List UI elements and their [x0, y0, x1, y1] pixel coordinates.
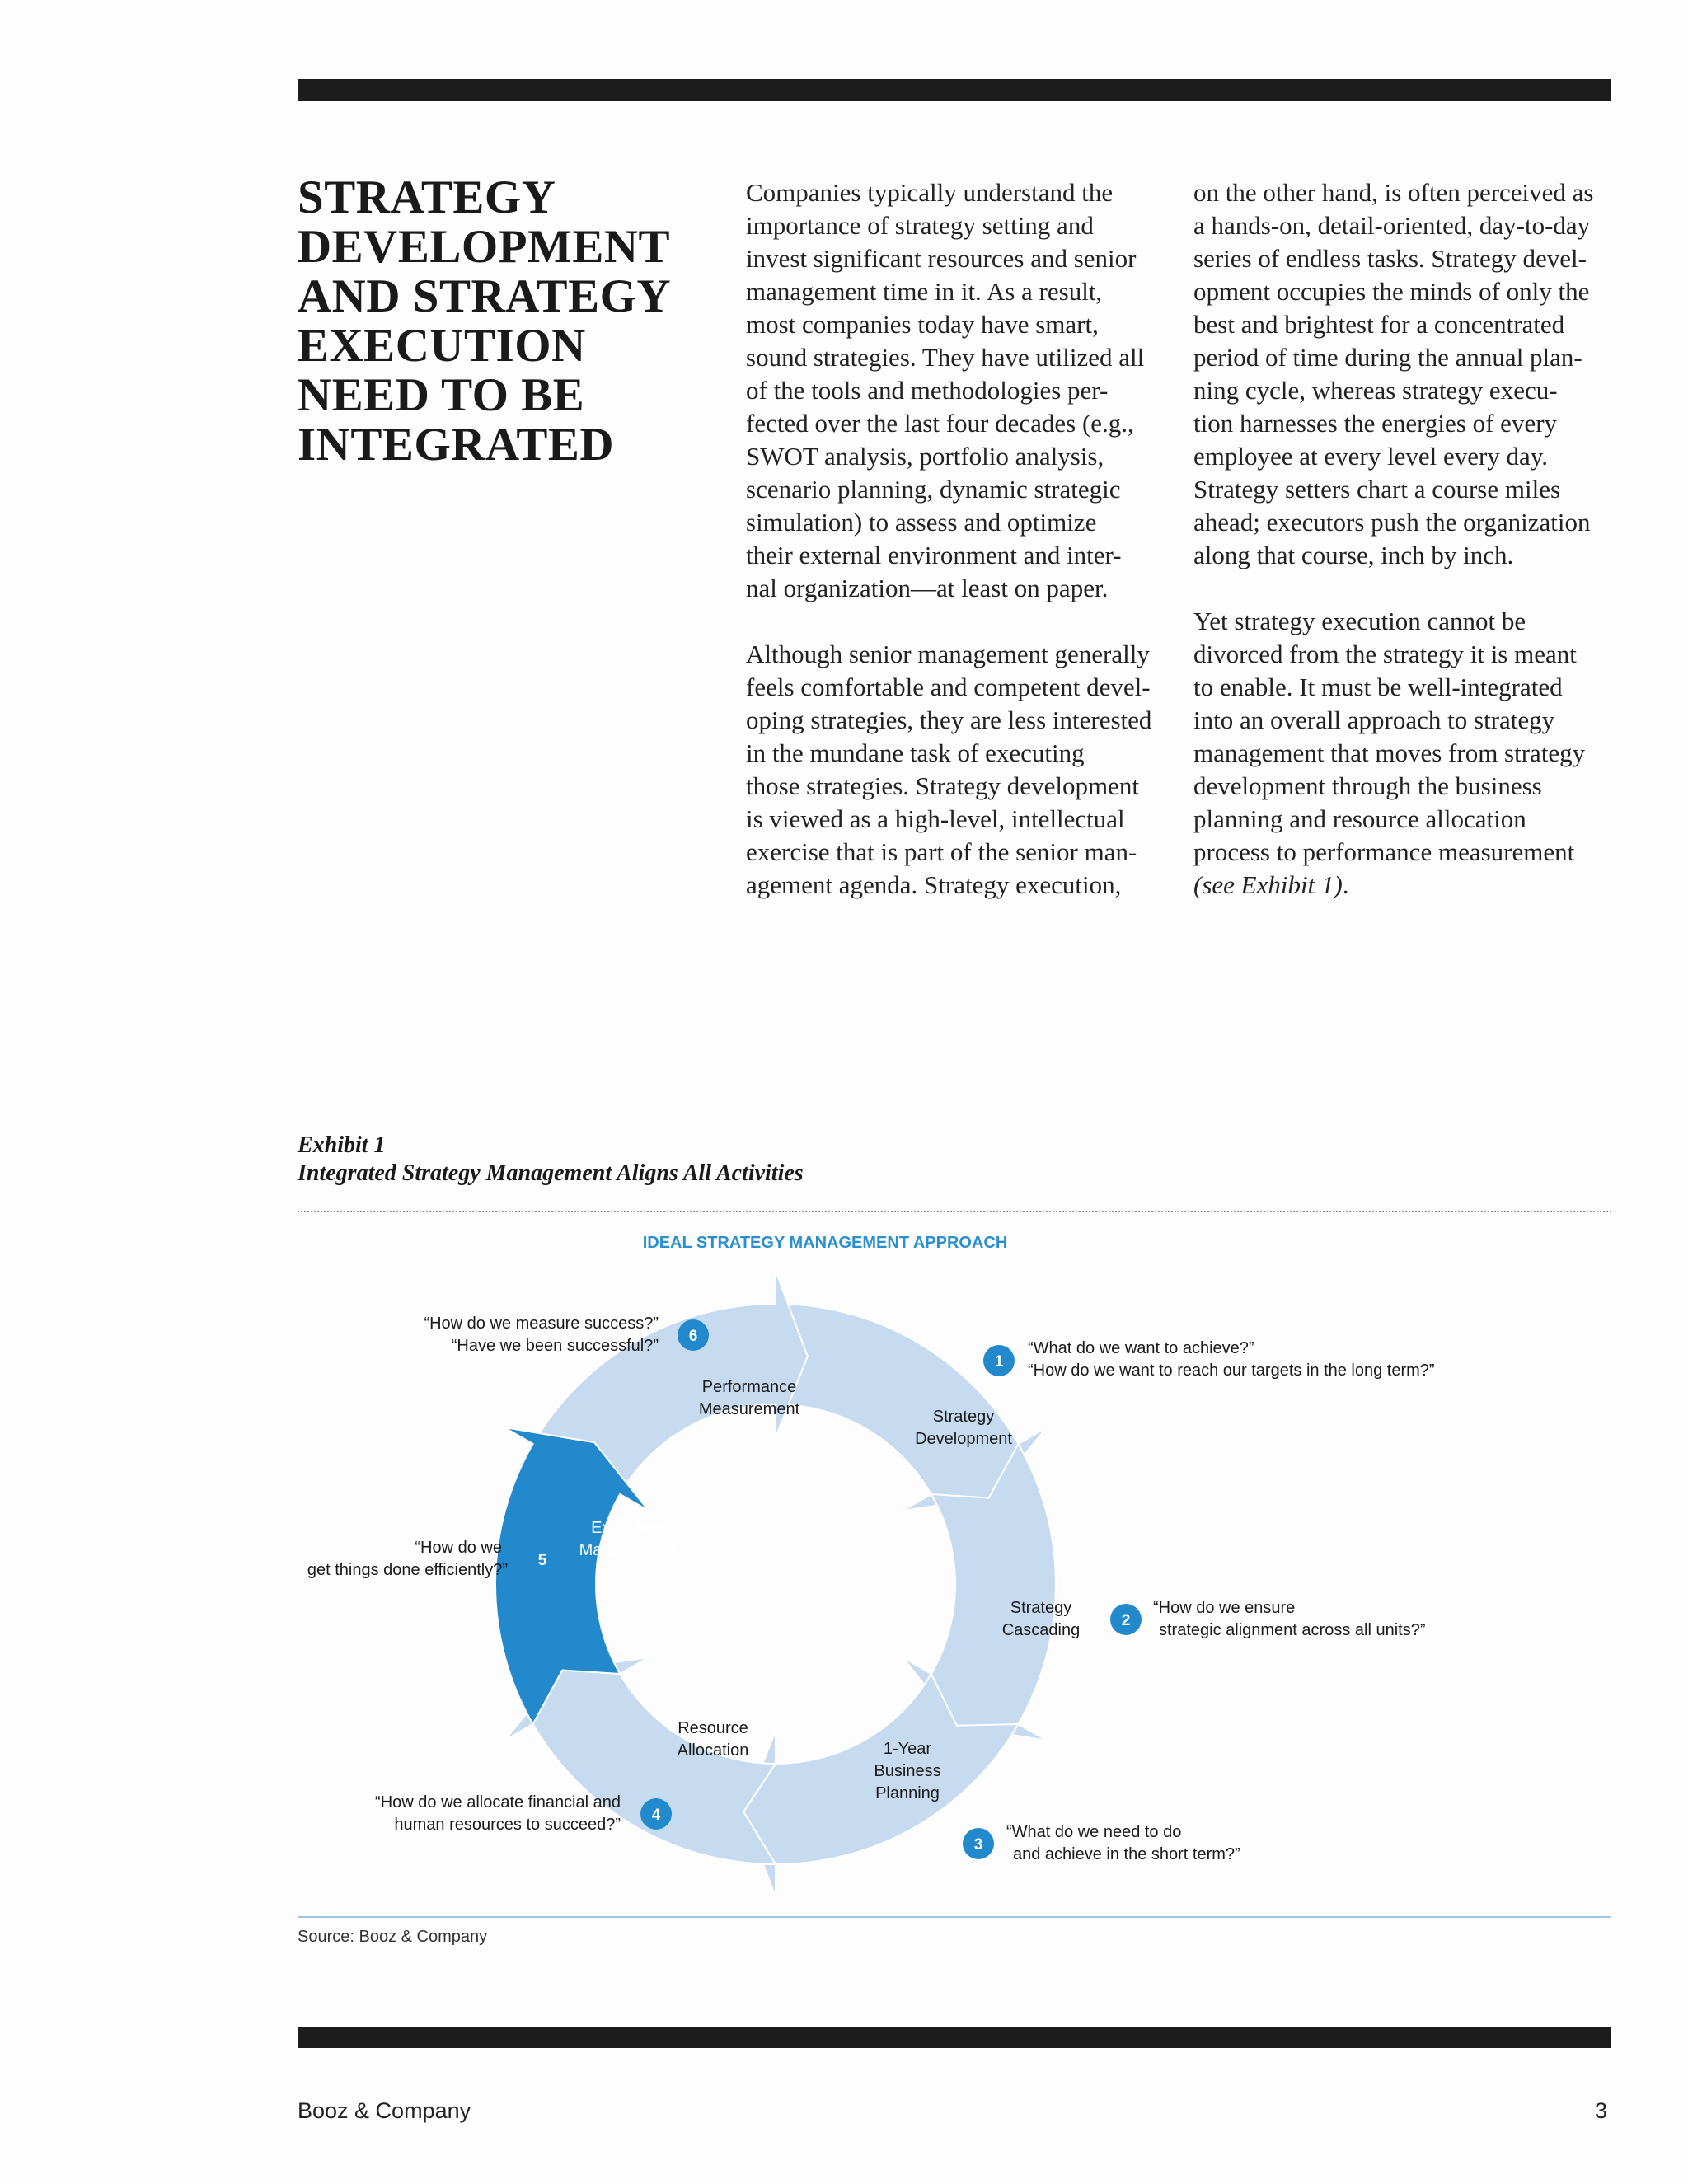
paragraph	[1193, 176, 1614, 572]
text-line: tion harnesses the energies of every	[1193, 409, 1558, 438]
dotted-divider	[298, 1211, 1611, 1212]
heading-line: INTEGRATED	[298, 419, 615, 471]
footer-company: Booz & Company	[298, 2098, 471, 2123]
segment-question: “How do we allocate financial and	[375, 1793, 621, 1811]
exhibit-reference: (see Exhibit 1)	[1193, 870, 1343, 899]
segment-label: Allocation	[677, 1741, 749, 1760]
body-column-1	[746, 176, 1166, 935]
text-line: employee at every level every day.	[1193, 442, 1549, 471]
text-line: scenario planning, dynamic strategic	[746, 475, 1121, 504]
text-line: Although senior management generally	[746, 640, 1150, 668]
heading-line: AND STRATEGY	[298, 270, 672, 322]
segment-question: “How do we want to reach our targets in the long term?”	[1028, 1361, 1435, 1380]
text-line: their external environment and inter-	[746, 541, 1122, 569]
bottom-rule	[298, 2027, 1611, 2048]
text-line: exercise that is part of the senior man-	[746, 837, 1137, 866]
segment-question: “Have we been successful?”	[451, 1337, 659, 1355]
step-number: 5	[537, 1552, 547, 1569]
segment-question: strategic alignment across all units?”	[1159, 1621, 1426, 1639]
segment-label: Execution	[591, 1519, 663, 1537]
page-number: 3	[1595, 2098, 1608, 2123]
segment-label: Strategy	[1010, 1599, 1072, 1617]
body-column-2	[1193, 176, 1614, 935]
segment-question: “What do we need to do	[1006, 1823, 1182, 1841]
text-line: ning cycle, whereas strategy execu-	[1193, 376, 1558, 405]
segment-label: Development	[915, 1430, 1012, 1448]
text-line: of the tools and methodologies per-	[746, 376, 1109, 405]
segment-label: Planning	[875, 1784, 940, 1802]
diagram-bottom-rule	[298, 1916, 1611, 1918]
segment-question: “What do we want to achieve?”	[1028, 1339, 1254, 1357]
segment-label: Business	[874, 1762, 941, 1780]
text-line: divorced from the strategy it is meant	[1193, 640, 1577, 668]
heading-line: DEVELOPMENT	[298, 221, 671, 273]
segment-label: Measurement	[698, 1400, 800, 1418]
segment-question: get things done efficiently?”	[307, 1561, 508, 1579]
text-line: sound strategies. They have utilized all	[746, 343, 1145, 372]
text-line: simulation) to assess and optimize	[746, 508, 1097, 537]
text-line: nal organization—at least on paper.	[746, 574, 1109, 602]
text-line: Strategy setters chart a course miles	[1193, 475, 1561, 504]
text-line: ahead; executors push the organization	[1193, 508, 1591, 537]
paragraph	[746, 638, 1166, 902]
source-note: Source: Booz & Company	[298, 1928, 488, 1946]
text-line: those strategies. Strategy development	[746, 771, 1139, 800]
paragraph	[746, 176, 1166, 605]
text-line: invest significant resources and senior	[746, 244, 1137, 273]
text-line: SWOT analysis, portfolio analysis,	[746, 442, 1104, 471]
text-line: oping strategies, they are less interested	[746, 705, 1152, 734]
text-line: fected over the last four decades (e.g.,	[746, 409, 1134, 438]
text-line: Yet strategy execution cannot be	[1193, 607, 1526, 635]
text-line: series of endless tasks. Strategy devel-	[1193, 244, 1587, 273]
text-line: most companies today have smart,	[746, 310, 1099, 339]
segment-label: Strategy	[932, 1408, 995, 1426]
step-number: 4	[651, 1807, 661, 1824]
text-line: planning and resource allocation	[1193, 804, 1526, 833]
text-line: importance of strategy setting and	[746, 211, 1094, 240]
text-line: a hands-on, detail-oriented, day-to-day	[1193, 211, 1591, 240]
text-line: development through the business	[1193, 771, 1542, 800]
strategy-cycle-diagram	[298, 1220, 1611, 1912]
text-line: process to performance measurement	[1193, 837, 1575, 866]
heading-line: STRATEGY	[298, 171, 556, 223]
segment-question: “How do we ensure	[1153, 1599, 1296, 1617]
text-line: is viewed as a high-level, intellectual	[746, 804, 1125, 833]
top-rule	[298, 79, 1611, 101]
segment-label: Performance	[701, 1378, 797, 1396]
segment-question: and achieve in the short term?”	[1013, 1845, 1240, 1863]
text-line: on the other hand, is often perceived as	[1193, 178, 1594, 207]
segment-question: human resources to succeed?”	[394, 1816, 621, 1834]
heading-line: EXECUTION	[298, 320, 586, 372]
text-line: management that moves from strategy	[1193, 738, 1586, 767]
text-line: in the mundane task of executing	[746, 738, 1085, 767]
text-line: along that course, inch by inch.	[1193, 541, 1514, 569]
diagram-title: IDEAL STRATEGY MANAGEMENT APPROACH	[642, 1234, 1008, 1252]
step-number: 3	[973, 1836, 983, 1854]
text-line: agement agenda. Strategy execution,	[746, 870, 1122, 899]
step-number: 6	[688, 1328, 698, 1345]
section-heading	[298, 173, 726, 470]
text-line: period of time during the annual plan-	[1193, 343, 1582, 372]
text-line: management time in it. As a result,	[746, 277, 1103, 306]
step-number: 1	[994, 1353, 1004, 1371]
segment-label: 1-Year	[883, 1740, 932, 1758]
text-line: best and brightest for a concentrated	[1193, 310, 1565, 339]
segment-question: “How do we measure success?”	[424, 1315, 659, 1333]
exhibit-label: Exhibit 1	[298, 1132, 386, 1158]
text-line: into an overall approach to strategy	[1193, 705, 1555, 734]
segment-label: Resource	[678, 1719, 748, 1737]
text-line: opment occupies the minds of only the	[1193, 277, 1590, 306]
heading-line: NEED TO BE	[298, 369, 585, 421]
exhibit-title: Integrated Strategy Management Aligns All Activities	[298, 1160, 804, 1186]
segment-label: Cascading	[1001, 1621, 1081, 1639]
segment-label: Management	[579, 1541, 676, 1559]
text-line: to enable. It must be well-integrated	[1193, 673, 1563, 701]
segment-question: “How do we	[415, 1539, 502, 1557]
text-line	[1193, 869, 1614, 902]
paragraph	[1193, 605, 1614, 902]
sentence-end: .	[1342, 870, 1349, 899]
step-number: 2	[1121, 1612, 1131, 1629]
text-line: Companies typically understand the	[746, 178, 1114, 207]
text-line: feels comfortable and competent devel-	[746, 673, 1151, 701]
